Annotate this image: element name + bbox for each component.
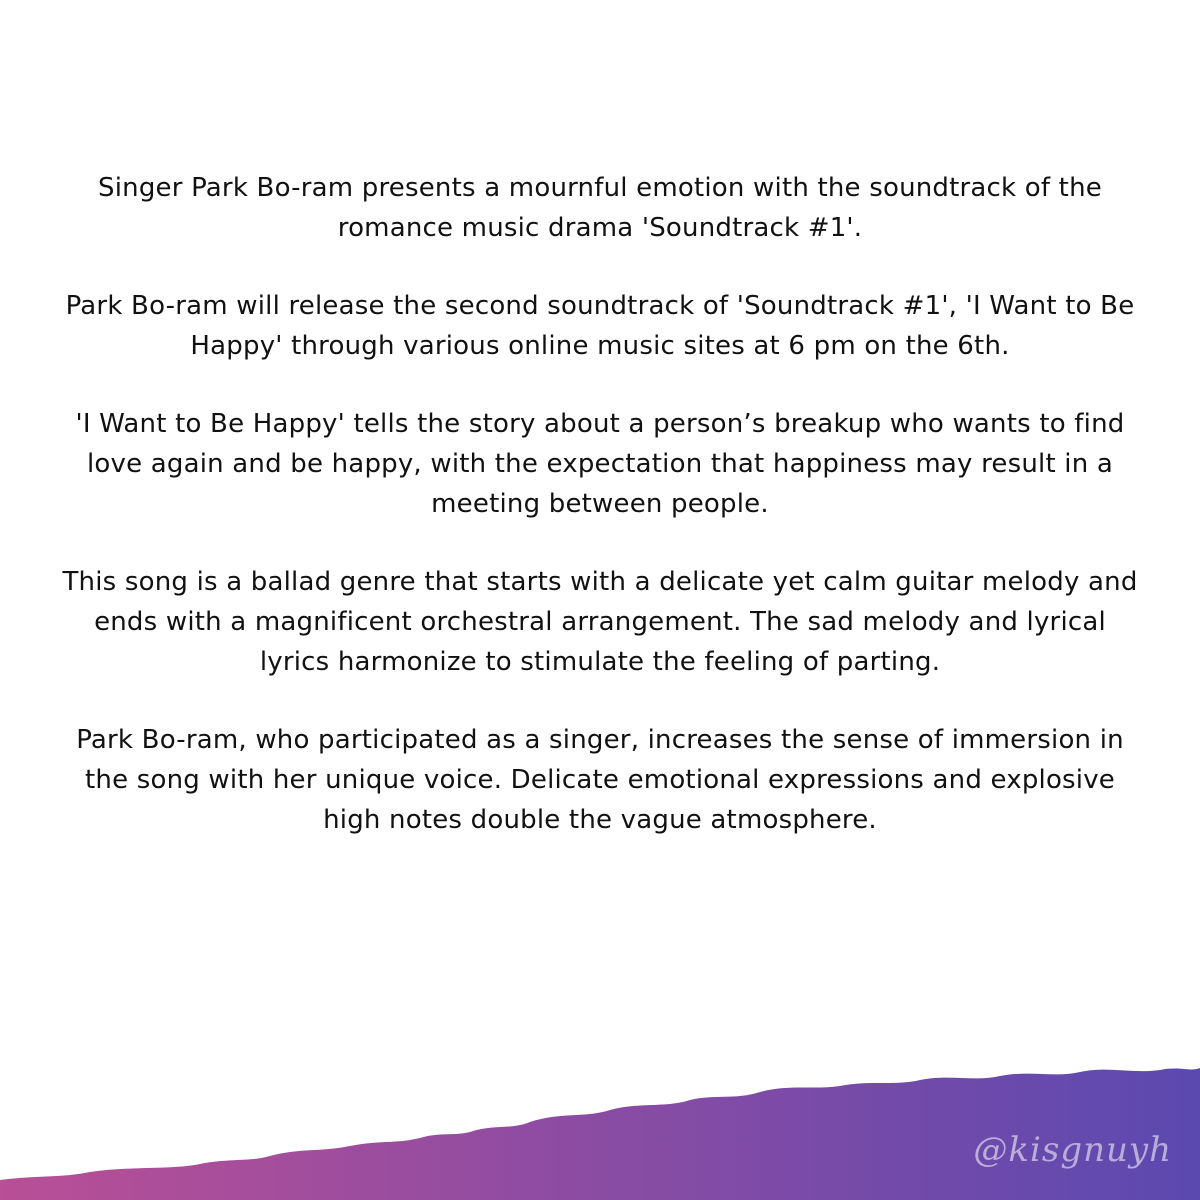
paragraph-singer: Park Bo-ram, who participated as a singer, increases the sense of immersion in the song with her unique voice. Delicate emotional expressions and explosive high notes double the vague atmosphere. [76,725,1124,835]
paragraph-intro: Singer Park Bo-ram presents a mournful emotion with the soundtrack of the romance music drama 'Soundtrack #1'. [98,173,1102,243]
article-body [60,168,1140,878]
paragraph-story: 'I Want to Be Happy' tells the story about a person’s breakup who wants to find love again and be happy, with the expectation that happiness may result in a meeting between people. [75,409,1125,519]
paragraph-genre: This song is a ballad genre that starts with a delicate yet calm guitar melody and ends with a magnificent orchestral arrangement. The sad melody and lyrical lyrics harmonize to stimulate the feeling of parting. [62,567,1138,677]
paragraph-release: Park Bo-ram will release the second soundtrack of 'Soundtrack #1', 'I Want to Be Happy' through various online music sites at 6 pm on the 6th. [65,291,1135,361]
watermark: @kisgnuyh [973,1130,1172,1170]
